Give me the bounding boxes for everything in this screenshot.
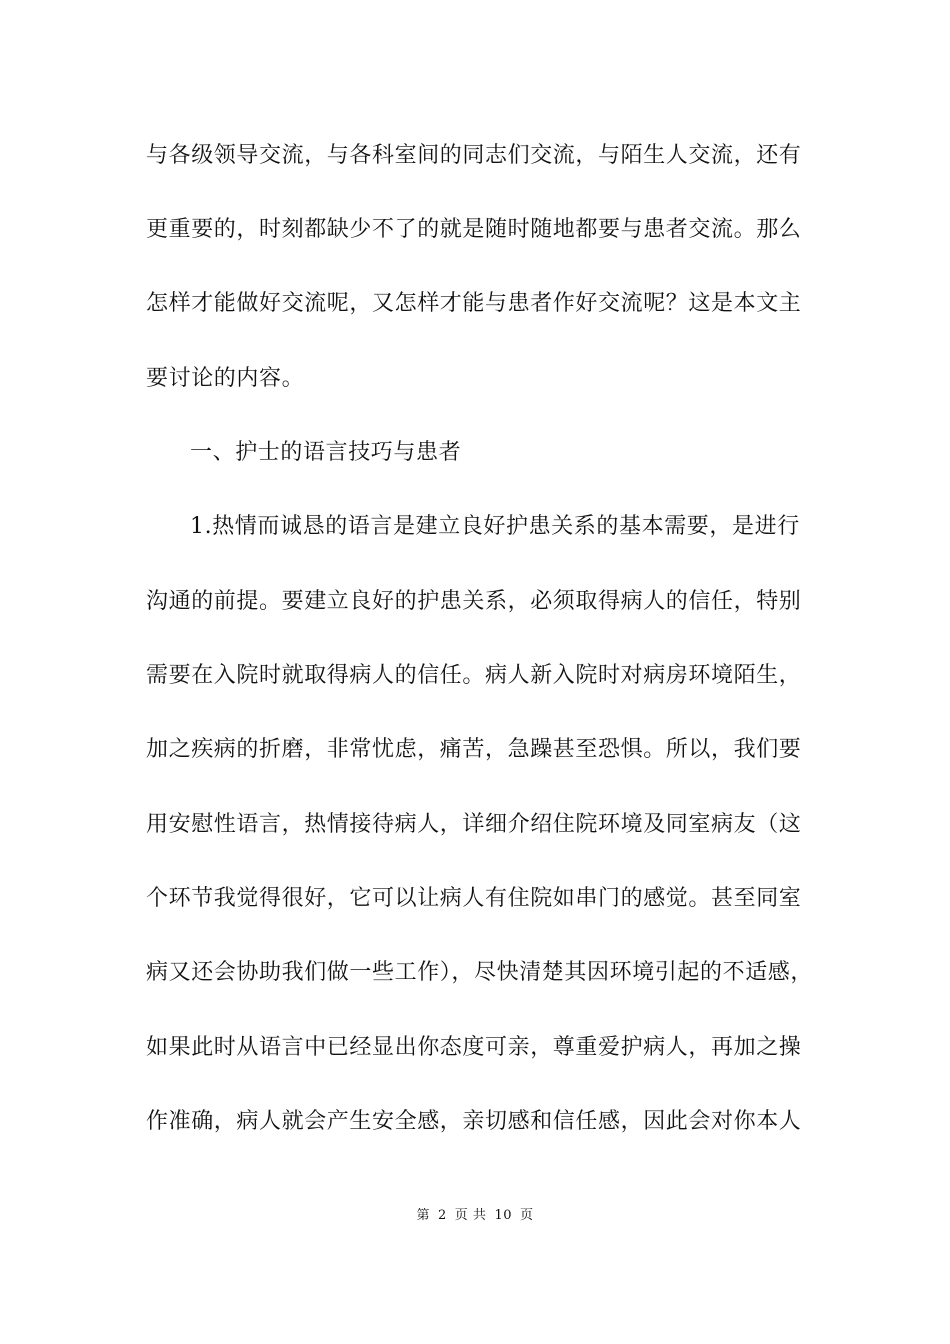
body-text-line: 与各级领导交流，与各科室间的同志们交流，与陌生人交流，还有 — [146, 143, 802, 168]
body-text-line: 用安慰性语言，热情接待病人，详细介绍住院环境及同室病友（这 — [146, 812, 802, 837]
body-text-line: 个环节我觉得很好，它可以让病人有住院如串门的感觉。甚至同室 — [146, 886, 802, 911]
body-text-line: 病又还会协助我们做一些工作），尽快清楚其因环境引起的不适感， — [146, 960, 814, 985]
footer-mid: 页 共 — [454, 1208, 487, 1223]
body-text-line: 怎样才能做好交流呢，又怎样才能与患者作好交流呢？这是本文主 — [146, 291, 802, 316]
footer-suffix: 页 — [519, 1208, 534, 1223]
body-text-line: 作准确，病人就会产生安全感，亲切感和信任感，因此会对你本人 — [146, 1109, 802, 1134]
body-text-line: 要讨论的内容。 — [146, 366, 305, 391]
page-footer — [0, 1207, 950, 1225]
footer-prefix: 第 — [416, 1208, 431, 1223]
total-pages-number: 10 — [494, 1208, 512, 1223]
body-text-line: 沟通的前提。要建立良好的护患关系，必须取得病人的信任，特别 — [146, 589, 802, 614]
body-text-line: 如果此时从语言中已经显出你态度可亲，尊重爱护病人，再加之操 — [146, 1035, 802, 1060]
body-text-line: 加之疾病的折磨，非常忧虑，痛苦，急躁甚至恐惧。所以，我们要 — [146, 737, 802, 762]
section-heading: 一、护士的语言技巧与患者 — [190, 440, 462, 465]
body-text-line: 需要在入院时就取得病人的信任。病人新入院时对病房环境陌生， — [146, 663, 802, 688]
body-text-line: 更重要的，时刻都缺少不了的就是随时随地都要与患者交流。那么 — [146, 217, 802, 242]
current-page-number: 2 — [438, 1208, 447, 1223]
body-text-line: 1.热情而诚恳的语言是建立良好护患关系的基本需要，是进行 — [190, 514, 800, 539]
